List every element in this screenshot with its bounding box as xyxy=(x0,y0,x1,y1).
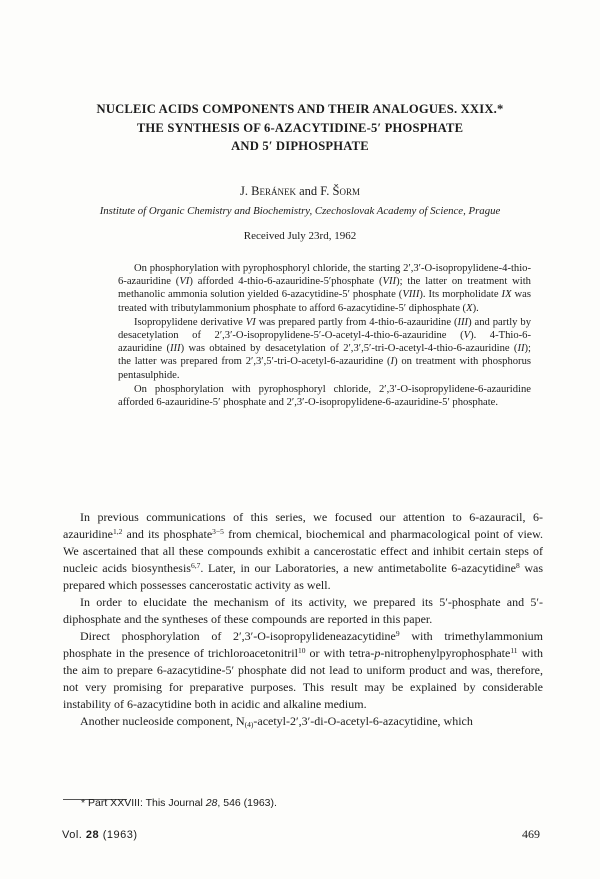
author-1-initial: J. xyxy=(240,184,252,198)
body-paragraph-2: In order to elucidate the mechanism of its activity, we prepared its 5′-phosphate and 5′-diphosphate and the syntheses of these compounds are reported in this paper. xyxy=(63,595,543,626)
footnote xyxy=(63,797,533,810)
volume-year: (1963) xyxy=(99,829,138,841)
authors xyxy=(40,184,560,199)
abstract-paragraph-3: On phosphorylation with pyrophosphoryl chloride, 2′,3′-O-isopropylidene-6-azauridine afforded 6-azauridine-5′ phosphate and 2′,3′-O-isopropylidene-6-azauridine-5′ phosphate. xyxy=(118,383,531,409)
footnote-text-pre: Part XXVIII: This Journal xyxy=(85,797,206,809)
author-2-name: Šorm xyxy=(332,184,360,198)
article-title xyxy=(40,100,560,156)
received-date: Received July 23rd, 1962 xyxy=(243,230,357,242)
title-line-3: AND 5′ DIPHOSPHATE xyxy=(231,139,369,153)
volume-label: Vol. xyxy=(62,829,86,841)
title-line-2: THE SYNTHESIS OF 6-AZACYTIDINE-5′ PHOSPHATE xyxy=(136,120,464,135)
abstract-paragraph-1: On phosphorylation with pyrophosphoryl chloride, the starting 2′,3′-O-isopropylidene-4-thio-6-azauridine (VI) afforded 4-thio-6-azauridine-5′phosphate (VII); the latter on treatment with methanolic ammonia solution yielded 6-azacytidine-5′ phosphate (VIII). Its morpholidate IX was treated with tributylammonium phosphate to afford 6-azacytidine-5′ diphosphate (X). xyxy=(118,263,531,314)
page-number: 469 xyxy=(522,827,540,841)
footnote-text-post: , 546 (1963). xyxy=(217,797,277,809)
authors-and: and F. xyxy=(296,184,333,198)
body-paragraph-3: Direct phosphorylation of 2′,3′-O-isopropylideneazacytidine$^9$ with trimethylammonium phosphate in the presence of trichloroacetonitril$^{10}$ or with tetra-p-nitrophenylpyrophosphate$^{11}$ with the aim to prepare 6-azacytidine-5′ phosphate did not lead to uniform product and was, therefore, not very promising for preparative purposes. This result may be explained by considerable instability of 6-azacytidine both in acidic and alkaline medium. xyxy=(63,629,543,711)
footnote-volume: 28 xyxy=(205,797,218,809)
body-paragraph-1: In previous communications of this series, we focused our attention to 6-azauracil, 6-azauridine$^{1,2}$ and its phosphate$^{3-5}$ from chemical, biochemical and pharmacological point of view. We ascertained that all these compounds exhibit a cancerostatic effect and inhibit certain steps of nucleic acids biosynthesis$^{6,7}$. Later, in our Laboratories, a new antimetabolite 6-azacytidine$^8$ was prepared which possesses cancerostatic activity as well. xyxy=(63,510,544,592)
journal-volume xyxy=(62,829,138,841)
volume-number: 28 xyxy=(85,829,100,841)
affiliation: Institute of Organic Chemistry and Biochemistry, Czechoslovak Academy of Science, Prague xyxy=(99,205,501,217)
body-text xyxy=(63,509,543,730)
footnote-marker: * xyxy=(81,797,86,809)
body-paragraph-4: Another nucleoside component, $N_{(4)}-acetyl-2',3'-di-O-acetyl-6$-azacytidine, which xyxy=(80,714,473,729)
title-line-1: NUCLEIC ACIDS COMPONENTS AND THEIR ANALOGUES. XXIX.* xyxy=(96,102,504,116)
abstract xyxy=(118,262,531,410)
author-1-name: Beránek xyxy=(251,184,296,198)
abstract-paragraph-2: Isopropylidene derivative VI was prepared partly from 4-thio-6-azauridine (III) and partly by desacetylation of 2′,3′-O-isopropylidene-5′-O-acetyl-4-thio-6-azauridine (V). 4-Thio-6-azauridine (III) was obtained by desacetylation of 2′,3′,5′-tri-O-acetyl-4-thio-6-azauridine (II); the latter was prepared from 2′,3′,5′-tri-O-acetyl-6-azauridine (I) on treatment with phosphorus pentasulphide. xyxy=(118,316,531,381)
